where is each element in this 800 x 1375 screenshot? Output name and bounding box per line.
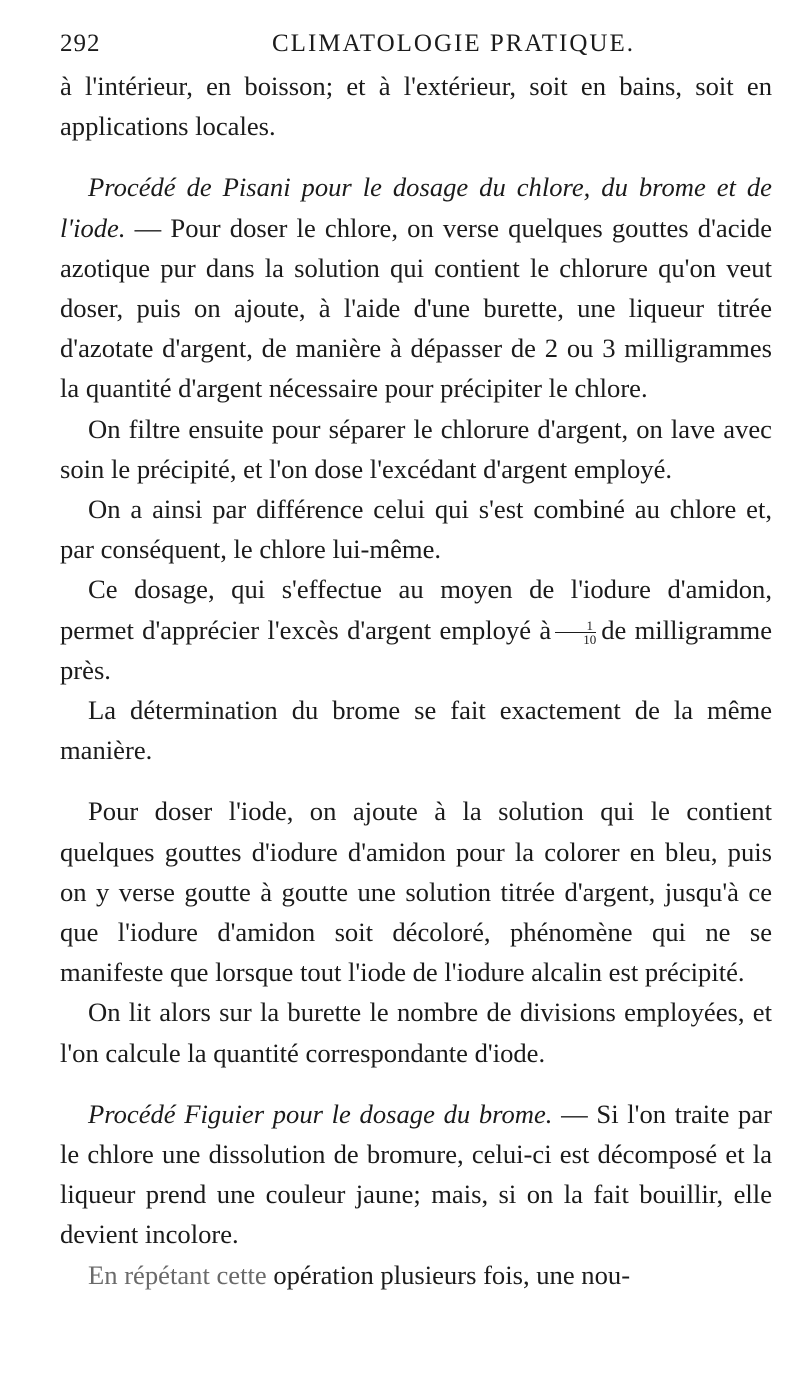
paragraph-difference: On a ainsi par différence celui qui s'est combiné au chlore et, par conséquent, le chlore lui-même. (60, 494, 772, 565)
paragraph-brome: La détermination du brome se fait exactement de la même manière. (60, 695, 772, 766)
paragraph-filtration: On filtre ensuite pour séparer le chlorure d'argent, on lave avec soin le précipité, et l'on dose l'excédant d'argent employé. (60, 413, 772, 484)
book-page (60, 22, 772, 1295)
section-title-pisani: Procédé de Pisani pour le dosage du chlore, du brome et de l'iode. (60, 172, 772, 243)
running-title: CLIMATOLOGIE PRATIQUE. (272, 30, 635, 57)
paragraph-text: — Pour doser le chlore, on verse quelques gouttes d'acide azotique pur dans la solution qui contient le chlorure qu'on veut doser, puis on ajoute, à l'aide d'une burette, une liqueur titrée d'azotate d'argent, de manière à dépasser de 2 ou 3 milligrammes la quantité d'argent nécessaire pour précipiter le chlore. (60, 212, 772, 404)
paragraph-text: Ce dosage, qui s'effectue au moyen de l'iodure d'amidon, permet d'apprécier l'excès d'argent employé à (60, 574, 772, 645)
fraction-numerator: 1 (555, 619, 596, 633)
paragraph-pisani-procedure (60, 167, 772, 408)
paragraph-continuation: à l'intérieur, en boisson; et à l'extérieur, soit en bains, soit en applications locales. (60, 71, 772, 142)
fraction-denominator: 10 (583, 632, 597, 648)
running-head (60, 22, 772, 66)
paragraph-iode: Pour doser l'iode, on ajoute à la solution qui le contient quelques gouttes d'iodure d'amidon pour la colorer en bleu, puis on y verse goutte à goutte une solution titrée d'argent, jusqu'à ce que l'iodure d'amidon soit décoloré, phénomène qui ne se manifeste que lorsque tout l'iode de l'iodure alcalin est précipité. (60, 796, 772, 988)
body-text (60, 66, 772, 1295)
paragraph-text: de milligramme près. (60, 614, 772, 685)
faded-text: En répétant cette (88, 1259, 267, 1290)
paragraph-text: — Si l'on traite par le chlore une dissolution de bromure, celui-ci est décomposé et la liqueur prend une couleur jaune; mais, si on la fait bouillir, elle devient incolore. (60, 1098, 773, 1250)
paragraph-burette: On lit alors sur la burette le nombre de divisions employées, et l'on calcule la quantité correspondante d'iode. (60, 997, 772, 1068)
paragraph-text: opération plusieurs fois, une nou- (266, 1259, 631, 1290)
paragraph-repetition (60, 1255, 772, 1295)
section-title-figuier: Procédé Figuier pour le dosage du brome. (88, 1098, 553, 1129)
fraction-one-tenth (555, 619, 596, 646)
paragraph-iodure-amidon (60, 569, 772, 690)
paragraph-figuier-procedure (60, 1094, 772, 1255)
page-number: 292 (60, 30, 101, 57)
